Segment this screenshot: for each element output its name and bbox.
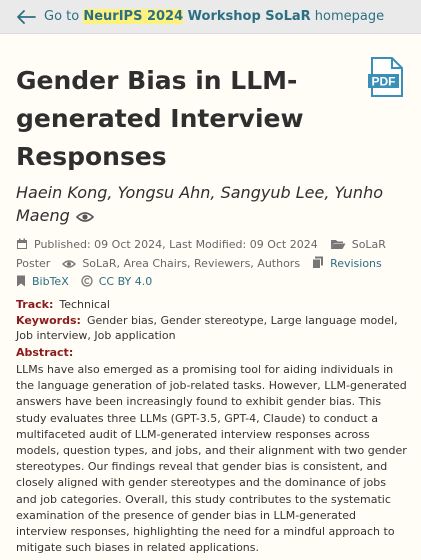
back-link-venue: Workshop SoLaR <box>183 9 311 24</box>
revisions-link[interactable]: Revisions <box>330 257 382 270</box>
meta-row-links <box>16 274 408 290</box>
author-separator: , <box>210 183 221 202</box>
meta-row-dates <box>16 237 408 253</box>
bookmark-icon <box>16 275 26 287</box>
track-field <box>16 297 408 312</box>
keywords-field <box>16 313 408 343</box>
pdf-icon[interactable] <box>368 56 404 98</box>
keywords-label: Keywords: <box>16 314 81 327</box>
author-separator: , <box>107 183 118 202</box>
abstract-text: LLMs have also emerged as a promising tool for aiding individuals in the language generation of job-related tasks. However, LLM-generated answers have been increasingly found to exhibit gender bias. This study evaluates three LLMs (GPT-3.5, GPT-4, Claude) to conduct a multifaceted audit of LLM-generated interview responses across models, question types, and jobs, and their alignment with two gender stereotypes. Our findings reveal that gender bias is consistent, and closely aligned with gender stereotypes and the dominance of jobs and job categories. Overall, this study contributes to the systematic examination of the presence of gender bias in LLM-generated interview responses, highlighting the need for a mindful approach to mitigate such biases in related applications. <box>16 363 407 555</box>
calendar-icon <box>16 238 28 250</box>
abstract-field <box>16 345 408 360</box>
publication-dates: Published: 09 Oct 2024, Last Modified: 09 Oct 2024 <box>34 238 318 251</box>
back-link-prefix: Go to <box>44 9 84 24</box>
back-link-suffix: homepage <box>310 9 385 24</box>
venue-first-part: SoLaR <box>351 238 386 251</box>
author-link[interactable]: Yunho Maeng <box>16 183 383 225</box>
author-separator: , <box>324 183 335 202</box>
abstract-label: Abstract: <box>16 346 74 359</box>
author-link[interactable]: Sangyub Lee <box>220 183 325 202</box>
folder-open-icon <box>330 238 346 250</box>
venue-second-part: Poster <box>16 257 51 270</box>
keywords-value: Gender bias, Gender stereotype, Large language model, Job interview, Job application <box>16 314 398 342</box>
track-label: Track: <box>16 298 54 311</box>
back-link-venue-highlight: NeurIPS 2024 <box>83 9 184 24</box>
bibtex-link[interactable]: BibTeX <box>32 275 69 288</box>
eye-icon <box>62 259 76 269</box>
license-link[interactable]: CC BY 4.0 <box>98 275 153 288</box>
back-to-venue-link[interactable] <box>0 0 421 34</box>
author-link[interactable]: Haein Kong <box>16 183 108 202</box>
eye-icon[interactable] <box>76 211 94 223</box>
arrow-left-icon <box>16 10 36 24</box>
meta-row-venue <box>16 256 408 272</box>
copyright-icon <box>81 275 93 287</box>
page-title: Gender Bias in LLM-generated Interview Responses <box>16 66 304 171</box>
track-value: Technical <box>59 298 110 311</box>
svg-text:PDF: PDF <box>371 74 396 89</box>
readers: SoLaR, Area Chairs, Reviewers, Authors <box>82 257 301 270</box>
author-list <box>16 181 408 227</box>
author-link[interactable]: Yongsu Ahn <box>117 183 211 202</box>
files-icon <box>312 256 324 269</box>
